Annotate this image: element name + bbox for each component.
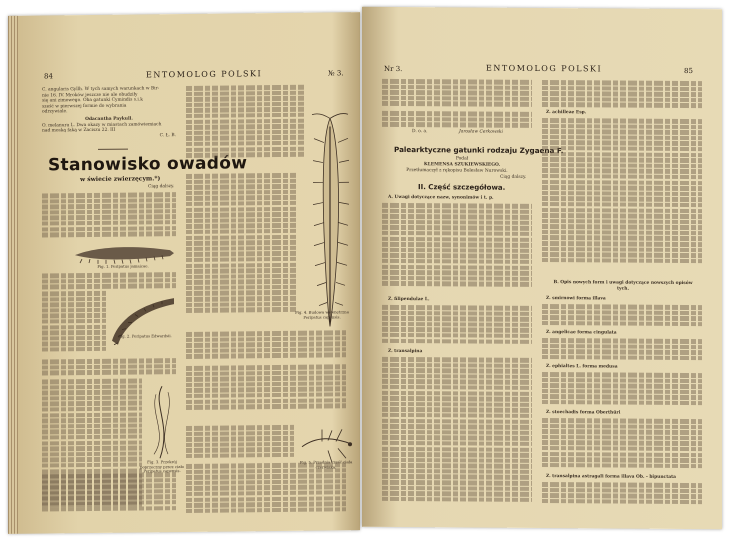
species-heading: Z. filipendulae L. [388, 296, 430, 303]
species-heading: Z. achilleae Esp. [546, 110, 587, 116]
species-heading: Z. transalpina [388, 348, 423, 355]
author-intro: Podał [455, 156, 469, 162]
section-b-title: B. Opis nowych form i uwagi dotyczące nowszych opisów tych. [553, 280, 693, 292]
body-text-block [42, 291, 106, 353]
body-text-block [542, 372, 702, 407]
fig5-caption: Fig. 5. Przednia część ciała czerwiaka. [299, 459, 353, 470]
fig3-caption: Fig. 3. Przekrój poprzeczny przez ciało Peripatus capensis. [140, 459, 184, 474]
page-edge-left [8, 16, 18, 534]
left-issue-number: № 3. [328, 69, 344, 78]
body-text-block [382, 203, 532, 288]
continued-note: Ciąg dalszy. [500, 174, 527, 180]
record-line: O. melanura L. Dwa okazy w miastach zamówiemiach [42, 121, 162, 129]
intro-line: odrzywiale. [42, 109, 68, 115]
author-signature: Jarosław Cerkowski [458, 129, 503, 135]
body-text-block [42, 192, 176, 238]
body-text-block [542, 80, 702, 109]
divider [98, 149, 128, 150]
section-a-title: A. Uwagi dotyczące nazw, synonimów i t. p. [388, 194, 494, 201]
species-heading: Z. angelicae forma cingulata [546, 330, 617, 336]
intro-line: sześć w pierwszej formie do wybrania [42, 103, 127, 110]
body-text-block [542, 304, 702, 327]
body-text-block [542, 118, 702, 265]
intro-line: nie 16. IV. Mroków jeszcze nie ale obudziły [42, 92, 138, 99]
fig1-caption: Fig. 1. Peripatus jamaicae. [97, 263, 149, 269]
right-running-header: ENTOMOLOG POLSKI [486, 63, 603, 74]
left-page [8, 12, 360, 534]
right-article-author: KLEMENSA SZUKIEWSKIEGO. [423, 162, 501, 168]
left-column-intro [42, 86, 176, 140]
fig2-caption: Fig. 2. Peripatus Edwardsii. [118, 333, 172, 339]
fig4-caption: Fig. 4. Budowa wewnętrzna Peripatus capensis. [295, 309, 349, 320]
body-text-block [186, 330, 346, 360]
species-heading: Z. ephialtes L. forma medusa [546, 364, 618, 370]
intro-line: się ani zimowego. Oba gatunki Cymindis s.i.k [42, 97, 143, 104]
article-subtitle: w świecie zwierzęcym.*) [80, 175, 161, 184]
body-text-block [382, 305, 532, 345]
fig4-anatomy-illustration [304, 112, 358, 333]
right-article-title: Palearktyczne gatunki rodzaju Zygaena F. [394, 144, 564, 156]
species-heading: Z. transalpina astragali forma illava Ob. - bipunctata [546, 474, 676, 480]
record-line: nad moską faką w Zaciszu 22. III [42, 127, 116, 134]
intro-line: C. angularis Gyllh. W tych samych warunkach w Bir- [42, 86, 160, 93]
body-text-block [186, 462, 346, 514]
body-text-block [382, 79, 532, 108]
translator-line: Przetłumaczył z rękopisu Bolesław Nurowski. [406, 168, 508, 174]
body-text-block [186, 364, 346, 410]
record-signature: C. Ł. B. [159, 132, 176, 139]
article-title: Stanowisko owadów [48, 153, 248, 176]
body-text-block [42, 472, 176, 513]
right-issue-number: Nr 3. [384, 64, 403, 74]
body-text-block [382, 357, 532, 503]
body-text-block [42, 358, 176, 376]
body-text-block [186, 85, 304, 159]
right-page [362, 7, 722, 530]
continued-note: Ciąg dalszy. [148, 184, 175, 190]
signature-mark: D. o. a. [412, 129, 428, 135]
part-title: II. Część szczegółowa. [418, 183, 506, 192]
body-text-block [542, 418, 702, 469]
body-text-block [542, 338, 702, 361]
author-signature-row [382, 129, 532, 136]
fig1-peripatus-illustration [70, 240, 180, 265]
body-text-block [42, 272, 176, 290]
species-heading: Z. stoechadis forma Oberthüri [546, 410, 621, 416]
right-page-number: 85 [684, 66, 693, 76]
fig3-cross-section-illustration [146, 384, 178, 460]
body-text-block [542, 482, 702, 505]
body-text-block [382, 111, 532, 129]
body-text-block [186, 173, 296, 314]
fig2-peripatus-illustration [108, 290, 178, 349]
genus-heading: Odacantha Paykull. [85, 116, 133, 123]
left-page-number: 84 [44, 72, 53, 81]
body-text-block [186, 425, 294, 460]
species-heading: Z. smirnowi forma illava [546, 296, 606, 302]
left-running-header: ENTOMOLOG POLSKI [146, 69, 263, 80]
